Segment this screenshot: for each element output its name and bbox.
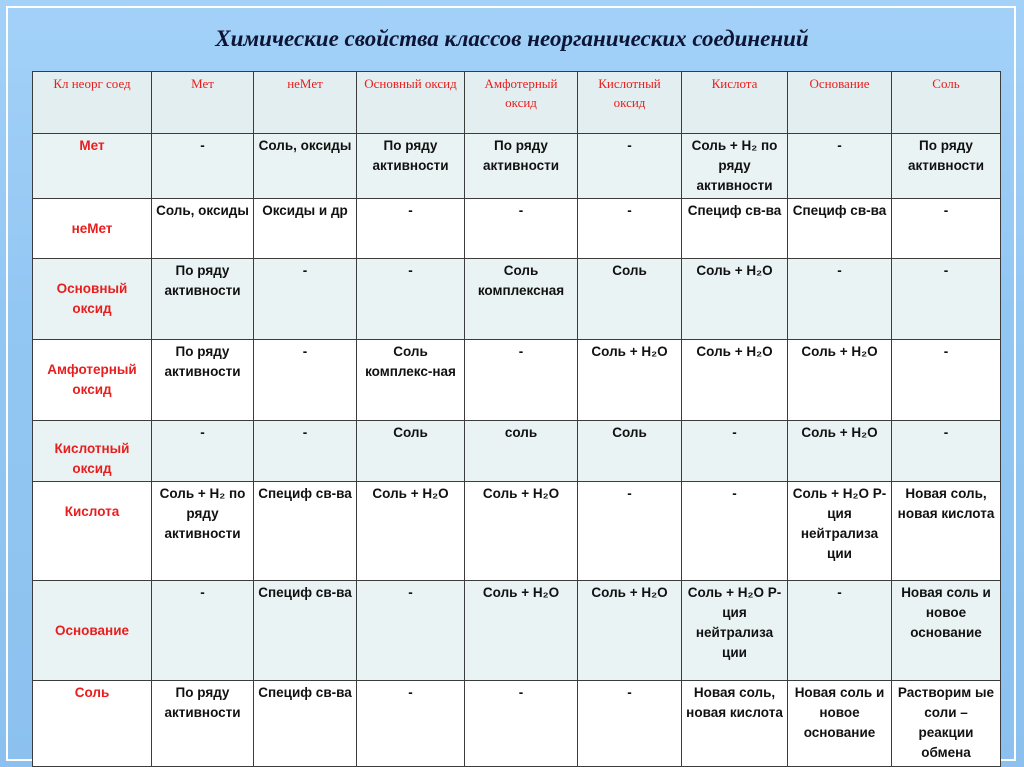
header-cell: Соль	[892, 72, 1001, 134]
table-cell: соль	[465, 421, 578, 482]
table-cell: Специф св-ва	[682, 199, 788, 259]
table-cell: -	[788, 134, 892, 199]
table-cell: -	[578, 134, 682, 199]
properties-table	[32, 71, 1001, 767]
table-cell: Соль + H₂O	[788, 421, 892, 482]
table-cell: Соль + H₂O Р-ция нейтрализа ции	[682, 581, 788, 681]
table-cell: -	[152, 421, 254, 482]
table-cell: Соль, оксиды	[254, 134, 357, 199]
table-cell: Новая соль и новое основание	[892, 581, 1001, 681]
table-cell: Соль, оксиды	[152, 199, 254, 259]
table-cell: Новая соль, новая кислота	[892, 482, 1001, 581]
header-cell: Кл неорг соед	[33, 72, 152, 134]
table-header-row	[33, 72, 1001, 134]
table-cell: Соль комплекс-ная	[357, 340, 465, 421]
row-header: Амфотерный оксид	[33, 340, 152, 421]
table-cell: Соль комплексная	[465, 259, 578, 340]
row-header: Кислотный оксид	[33, 421, 152, 482]
table-cell: Специф св-ва	[254, 681, 357, 767]
table-cell: По ряду активности	[465, 134, 578, 199]
table-cell: -	[152, 134, 254, 199]
table-cell: Соль	[578, 421, 682, 482]
table-row	[33, 259, 1001, 340]
table-cell: -	[357, 199, 465, 259]
table-cell: Соль + H₂O Р-ция нейтрализа ции	[788, 482, 892, 581]
table-cell: -	[254, 340, 357, 421]
table-row	[33, 681, 1001, 767]
table-row	[33, 421, 1001, 482]
table-cell: -	[254, 259, 357, 340]
table-cell: -	[465, 681, 578, 767]
table-row	[33, 199, 1001, 259]
table-cell: -	[578, 681, 682, 767]
table-cell: -	[892, 199, 1001, 259]
row-header: Основание	[33, 581, 152, 681]
row-header: неМет	[33, 199, 152, 259]
table-cell: Соль + H₂O	[682, 340, 788, 421]
table-cell: -	[892, 421, 1001, 482]
table-cell: По ряду активности	[357, 134, 465, 199]
table-row	[33, 340, 1001, 421]
header-cell: Кислота	[682, 72, 788, 134]
table-cell: Соль + H₂O	[357, 482, 465, 581]
header-cell: неМет	[254, 72, 357, 134]
table-cell: -	[152, 581, 254, 681]
table-cell: -	[682, 482, 788, 581]
table-cell: -	[357, 259, 465, 340]
table-cell: Специф св-ва	[254, 581, 357, 681]
table-cell: -	[357, 681, 465, 767]
header-cell: Амфотерный оксид	[465, 72, 578, 134]
table-cell: Соль + H₂O	[578, 340, 682, 421]
table-cell: Специф св-ва	[254, 482, 357, 581]
table-cell: Соль + H₂O	[682, 259, 788, 340]
table-cell: -	[465, 199, 578, 259]
table-cell: Соль	[578, 259, 682, 340]
row-header: Соль	[33, 681, 152, 767]
table-row	[33, 482, 1001, 581]
table-cell: Соль + H₂ по ряду активности	[152, 482, 254, 581]
table-row	[33, 581, 1001, 681]
table-cell: -	[788, 581, 892, 681]
table-cell: -	[892, 259, 1001, 340]
table-cell: По ряду активности	[892, 134, 1001, 199]
table-cell: -	[788, 259, 892, 340]
table-cell: По ряду активности	[152, 340, 254, 421]
table-cell: Оксиды и др	[254, 199, 357, 259]
table-cell: Новая соль и новое основание	[788, 681, 892, 767]
table-cell: Соль + H₂O	[465, 581, 578, 681]
table-cell: Растворим ые соли – реакции обмена	[892, 681, 1001, 767]
table-cell: Соль + H₂O	[465, 482, 578, 581]
row-header: Кислота	[33, 482, 152, 581]
table-cell: -	[578, 482, 682, 581]
header-cell: Мет	[152, 72, 254, 134]
table-cell: Соль + H₂ по ряду активности	[682, 134, 788, 199]
header-cell: Основный оксид	[357, 72, 465, 134]
table-cell: Новая соль, новая кислота	[682, 681, 788, 767]
row-header: Мет	[33, 134, 152, 199]
header-cell: Основание	[788, 72, 892, 134]
table-cell: Соль + H₂O	[578, 581, 682, 681]
table-cell: Соль + H₂O	[788, 340, 892, 421]
table-cell: -	[465, 340, 578, 421]
table-cell: -	[254, 421, 357, 482]
table-cell: -	[892, 340, 1001, 421]
table-cell: -	[578, 199, 682, 259]
table-cell: По ряду активности	[152, 259, 254, 340]
table-cell: -	[682, 421, 788, 482]
table-row	[33, 134, 1001, 199]
table-cell: -	[357, 581, 465, 681]
table-cell: Соль	[357, 421, 465, 482]
slide-title: Химические свойства классов неорганических соединений	[215, 26, 809, 51]
header-cell: Кислотный оксид	[578, 72, 682, 134]
table-cell: Специф св-ва	[788, 199, 892, 259]
row-header: Основный оксид	[33, 259, 152, 340]
table-cell: По ряду активности	[152, 681, 254, 767]
